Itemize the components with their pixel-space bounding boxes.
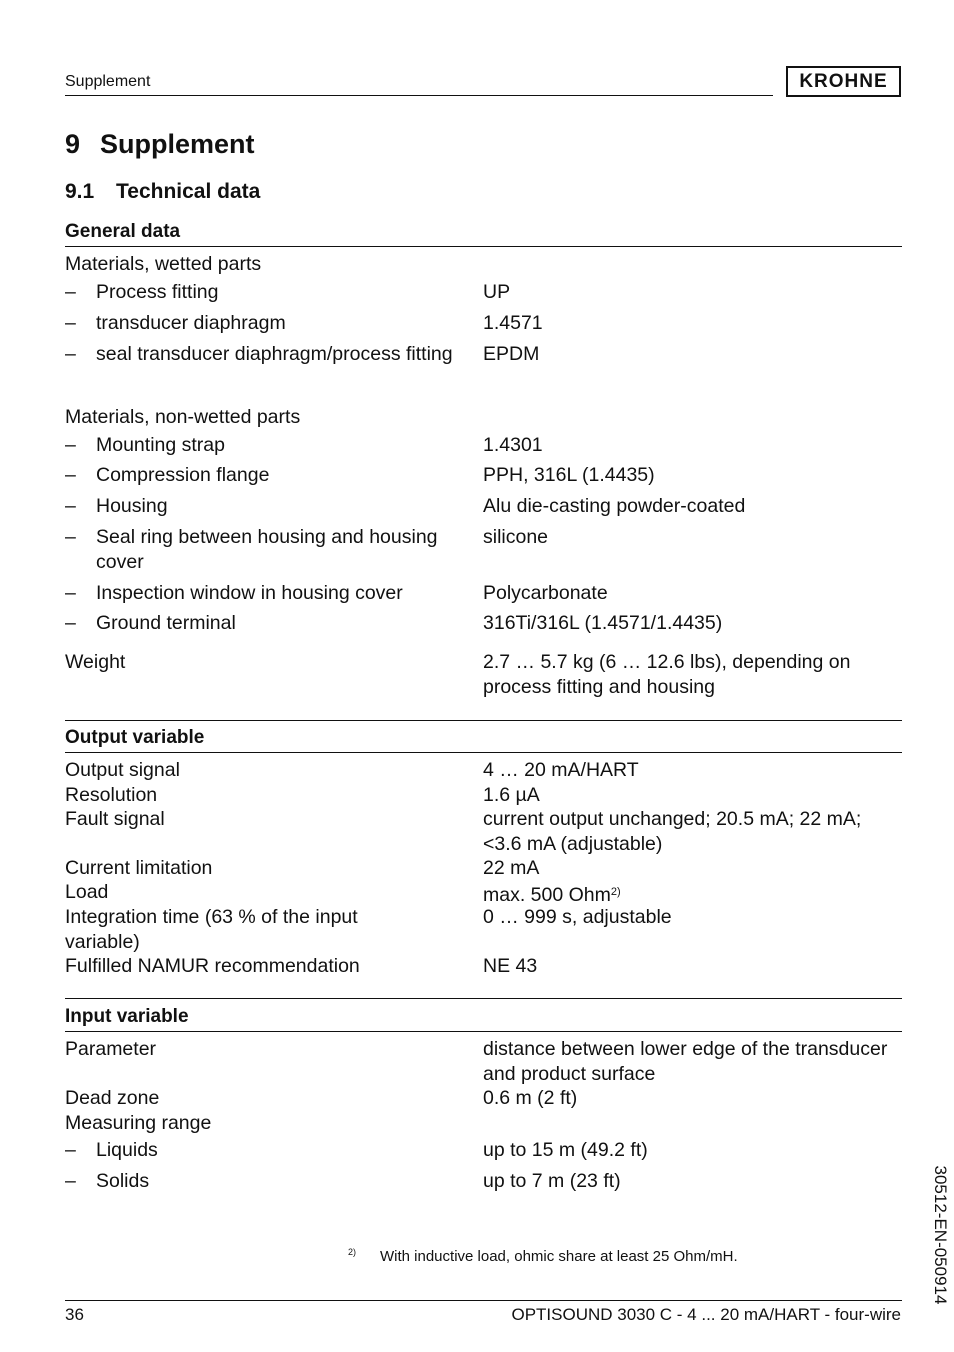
- row-value: distance between lower edge of the transducer and product surface: [483, 1038, 888, 1085]
- section-number: 9.1: [65, 180, 95, 203]
- dash-bullet: –: [65, 526, 76, 548]
- row-label: Fulfilled NAMUR recommendation: [65, 955, 360, 977]
- dash-bullet: –: [65, 281, 76, 303]
- section-title: Technical data: [116, 180, 261, 203]
- row-value: NE 43: [483, 955, 538, 977]
- dash-bullet: –: [65, 464, 76, 486]
- footnote-text: With inductive load, ohmic share at least 25 Ohm/mH.: [380, 1248, 738, 1265]
- row-value: EPDM: [483, 343, 540, 365]
- dash-bullet: –: [65, 582, 76, 604]
- row-value: current output unchanged; 20.5 mA; 22 mA; <3.6 mA (adjustable): [483, 808, 862, 855]
- row-label: Output signal: [65, 759, 180, 781]
- row-value: Alu die-casting powder-coated: [483, 495, 746, 517]
- output-variable-rule: [65, 752, 902, 753]
- row-label: Materials, non-wetted parts: [65, 406, 301, 428]
- running-header: Supplement: [65, 73, 151, 90]
- product-name: OPTISOUND 3030 C - 4 ... 20 mA/HART - four-wire: [511, 1305, 901, 1324]
- row-label: Ground terminal: [96, 612, 236, 634]
- row-label: Housing: [96, 495, 168, 517]
- row-label: Current limitation: [65, 857, 213, 879]
- dash-bullet: –: [65, 434, 76, 456]
- row-label: Parameter: [65, 1038, 157, 1060]
- output-top-rule: [65, 720, 902, 721]
- row-label: Solids: [96, 1170, 150, 1192]
- row-label: Measuring range: [65, 1112, 212, 1134]
- row-value: 1.4571: [483, 312, 543, 334]
- output-variable-title: Output variable: [65, 727, 205, 748]
- row-label: Process fitting: [96, 281, 219, 303]
- chapter-title: Supplement: [100, 129, 255, 159]
- row-value: PPH, 316L (1.4435): [483, 464, 655, 486]
- row-label: Load: [65, 881, 109, 903]
- input-top-rule: [65, 998, 902, 999]
- row-label: seal transducer diaphragm/process fitting: [96, 343, 453, 365]
- document-code: 30512-EN-050914: [931, 1165, 950, 1305]
- input-variable-title: Input variable: [65, 1006, 189, 1027]
- dash-bullet: –: [65, 612, 76, 634]
- chapter-heading: [65, 129, 255, 160]
- row-label: Dead zone: [65, 1087, 160, 1109]
- dash-bullet: –: [65, 343, 76, 365]
- row-label: transducer diaphragm: [96, 312, 286, 334]
- row-value: Polycarbonate: [483, 582, 608, 604]
- row-label: Weight: [65, 651, 126, 673]
- row-label: Fault signal: [65, 808, 165, 830]
- general-data-title: General data: [65, 221, 181, 242]
- footnote-ref: 2): [610, 886, 621, 898]
- row-value: 1.4301: [483, 434, 543, 456]
- row-label: Materials, wetted parts: [65, 253, 262, 275]
- row-value: 2.7 … 5.7 kg (6 … 12.6 lbs), depending on process fitting and housing: [483, 651, 851, 698]
- load-value: max. 500 Ohm: [483, 884, 611, 906]
- row-value: 0.6 m (2 ft): [483, 1087, 578, 1109]
- row-label: Compression flange: [96, 464, 270, 486]
- row-value: up to 15 m (49.2 ft): [483, 1139, 648, 1161]
- dash-bullet: –: [65, 312, 76, 334]
- page-number: 36: [65, 1305, 84, 1324]
- chapter-number: 9: [65, 129, 81, 159]
- footnote: [348, 1247, 738, 1265]
- row-label: Inspection window in housing cover: [96, 582, 403, 604]
- row-label: Mounting strap: [96, 434, 225, 456]
- dash-bullet: –: [65, 1139, 76, 1161]
- row-label: Resolution: [65, 784, 158, 806]
- row-value: [483, 880, 903, 908]
- row-label: Seal ring between housing and housing cover: [96, 526, 438, 573]
- header-rule: [65, 95, 773, 96]
- row-value: 0 … 999 s, adjustable: [483, 906, 672, 928]
- row-value: 1.6 µA: [483, 784, 540, 806]
- row-value: UP: [483, 281, 511, 303]
- row-value: 22 mA: [483, 857, 540, 879]
- dash-bullet: –: [65, 1170, 76, 1192]
- dash-bullet: –: [65, 495, 76, 517]
- general-data-rule: [65, 246, 902, 247]
- krohne-logo: KROHNE: [786, 66, 901, 97]
- row-value: 4 … 20 mA/HART: [483, 759, 639, 781]
- row-label: Integration time (63 % of the input variable): [65, 906, 358, 953]
- row-value: silicone: [483, 526, 549, 548]
- row-value: 316Ti/316L (1.4571/1.4435): [483, 612, 723, 634]
- row-value: up to 7 m (23 ft): [483, 1170, 621, 1192]
- footer-rule: [65, 1300, 902, 1301]
- row-label: Liquids: [96, 1139, 158, 1161]
- section-heading: [65, 180, 260, 204]
- input-variable-rule: [65, 1031, 902, 1032]
- footnote-marker: 2): [348, 1247, 357, 1257]
